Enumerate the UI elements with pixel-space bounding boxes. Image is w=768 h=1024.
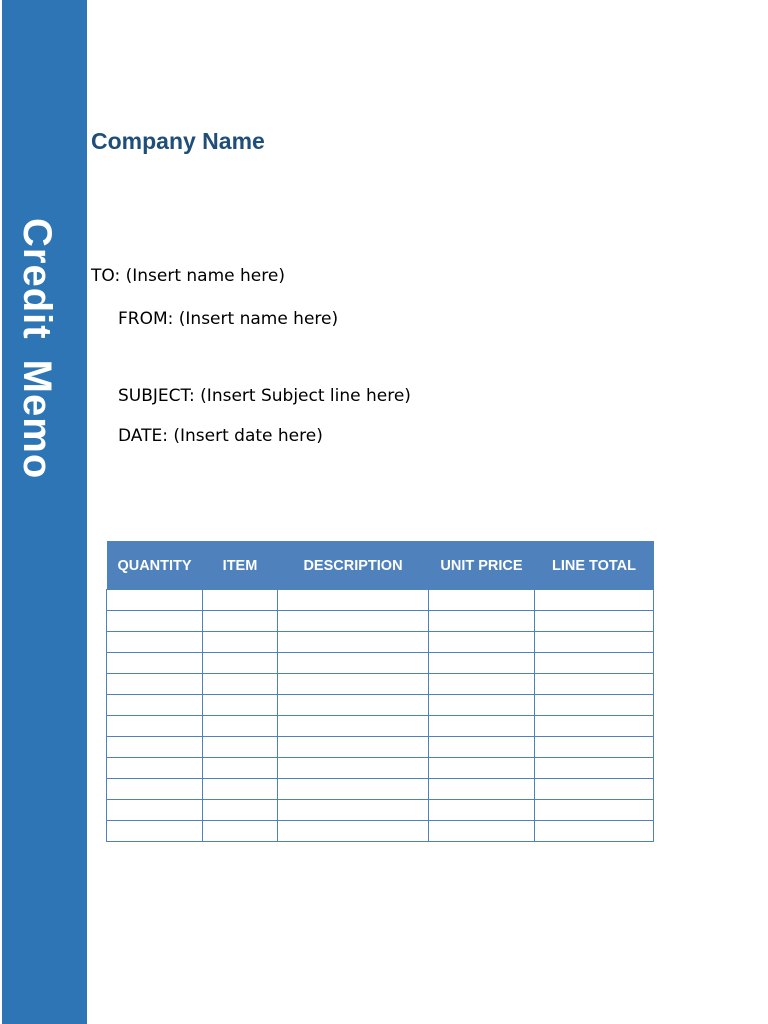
- item-cell[interactable]: [203, 821, 278, 842]
- item-cell[interactable]: [203, 674, 278, 695]
- column-header-unit-price: UNIT PRICE: [429, 542, 535, 590]
- unit-price-cell[interactable]: [429, 674, 535, 695]
- column-header-description: DESCRIPTION: [278, 542, 429, 590]
- item-cell[interactable]: [203, 590, 278, 611]
- item-cell[interactable]: [203, 611, 278, 632]
- unit-price-cell[interactable]: [429, 653, 535, 674]
- unit-price-cell[interactable]: [429, 632, 535, 653]
- column-header-quantity: QUANTITY: [107, 542, 203, 590]
- line-total-cell[interactable]: [535, 632, 654, 653]
- table-row: [107, 590, 654, 611]
- memo-date-line[interactable]: DATE: (Insert date here): [118, 426, 323, 446]
- line-total-cell[interactable]: [535, 611, 654, 632]
- table-row: [107, 674, 654, 695]
- quantity-cell[interactable]: [107, 800, 203, 821]
- description-cell[interactable]: [278, 800, 429, 821]
- company-name[interactable]: Company Name: [91, 128, 265, 154]
- quantity-cell[interactable]: [107, 716, 203, 737]
- line-total-cell[interactable]: [535, 821, 654, 842]
- line-total-cell[interactable]: [535, 674, 654, 695]
- line-total-cell[interactable]: [535, 590, 654, 611]
- table-body: [107, 590, 654, 842]
- quantity-cell[interactable]: [107, 632, 203, 653]
- table-row: [107, 653, 654, 674]
- unit-price-cell[interactable]: [429, 695, 535, 716]
- table-row: [107, 611, 654, 632]
- unit-price-cell[interactable]: [429, 779, 535, 800]
- unit-price-cell[interactable]: [429, 590, 535, 611]
- quantity-cell[interactable]: [107, 737, 203, 758]
- description-cell[interactable]: [278, 632, 429, 653]
- table-row: [107, 695, 654, 716]
- description-cell[interactable]: [278, 821, 429, 842]
- line-total-cell[interactable]: [535, 716, 654, 737]
- table-row: [107, 737, 654, 758]
- line-total-cell[interactable]: [535, 779, 654, 800]
- unit-price-cell[interactable]: [429, 737, 535, 758]
- unit-price-cell[interactable]: [429, 716, 535, 737]
- description-cell[interactable]: [278, 716, 429, 737]
- quantity-cell[interactable]: [107, 674, 203, 695]
- quantity-cell[interactable]: [107, 695, 203, 716]
- unit-price-cell[interactable]: [429, 821, 535, 842]
- quantity-cell[interactable]: [107, 611, 203, 632]
- description-cell[interactable]: [278, 653, 429, 674]
- line-items-table: [106, 541, 654, 842]
- line-total-cell[interactable]: [535, 695, 654, 716]
- table-row: [107, 779, 654, 800]
- description-cell[interactable]: [278, 737, 429, 758]
- document-title: Credit Memo: [15, 218, 59, 480]
- table-row: [107, 800, 654, 821]
- item-cell[interactable]: [203, 800, 278, 821]
- unit-price-cell[interactable]: [429, 758, 535, 779]
- line-total-cell[interactable]: [535, 800, 654, 821]
- item-cell[interactable]: [203, 653, 278, 674]
- memo-to-line[interactable]: TO: (Insert name here): [91, 266, 285, 286]
- table-row: [107, 632, 654, 653]
- item-cell[interactable]: [203, 632, 278, 653]
- line-total-cell[interactable]: [535, 758, 654, 779]
- quantity-cell[interactable]: [107, 821, 203, 842]
- description-cell[interactable]: [278, 590, 429, 611]
- description-cell[interactable]: [278, 611, 429, 632]
- table-row: [107, 821, 654, 842]
- description-cell[interactable]: [278, 758, 429, 779]
- column-header-item: ITEM: [203, 542, 278, 590]
- item-cell[interactable]: [203, 758, 278, 779]
- description-cell[interactable]: [278, 674, 429, 695]
- memo-subject-line[interactable]: SUBJECT: (Insert Subject line here): [118, 386, 411, 406]
- column-header-line-total: LINE TOTAL: [535, 542, 654, 590]
- quantity-cell[interactable]: [107, 758, 203, 779]
- sidebar-band: [2, 0, 87, 1024]
- item-cell[interactable]: [203, 737, 278, 758]
- table-row: [107, 716, 654, 737]
- unit-price-cell[interactable]: [429, 611, 535, 632]
- description-cell[interactable]: [278, 695, 429, 716]
- unit-price-cell[interactable]: [429, 800, 535, 821]
- table-header-row: [107, 542, 654, 590]
- table-row: [107, 758, 654, 779]
- item-cell[interactable]: [203, 716, 278, 737]
- item-cell[interactable]: [203, 695, 278, 716]
- line-total-cell[interactable]: [535, 737, 654, 758]
- description-cell[interactable]: [278, 779, 429, 800]
- item-cell[interactable]: [203, 779, 278, 800]
- quantity-cell[interactable]: [107, 779, 203, 800]
- line-total-cell[interactable]: [535, 653, 654, 674]
- memo-from-line[interactable]: FROM: (Insert name here): [118, 309, 339, 329]
- quantity-cell[interactable]: [107, 590, 203, 611]
- quantity-cell[interactable]: [107, 653, 203, 674]
